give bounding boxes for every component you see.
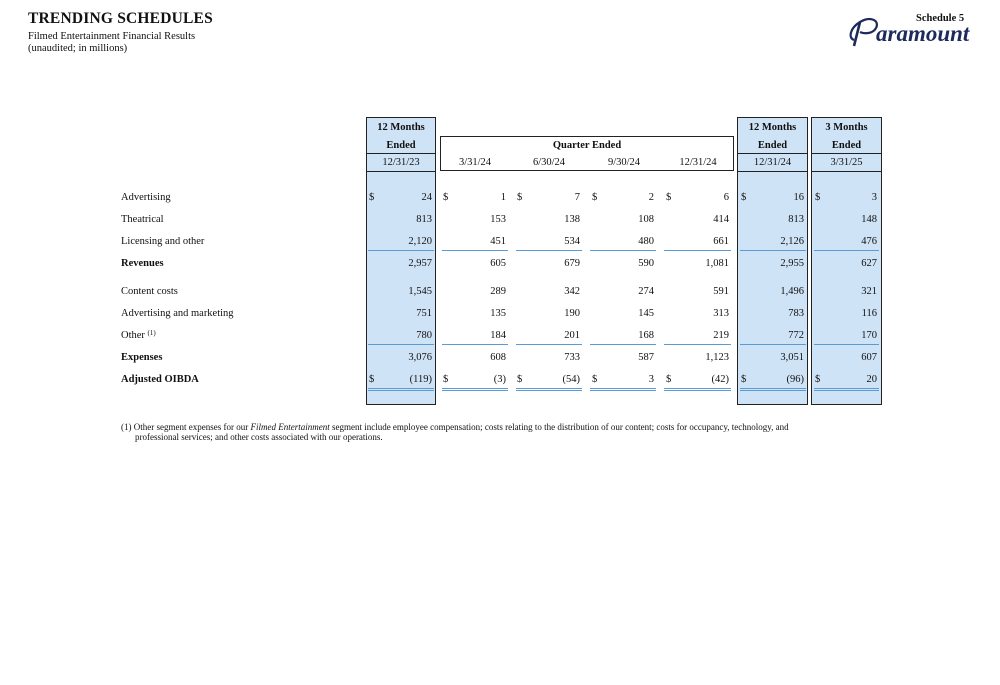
column-header-6: 12/31/24 [753, 157, 792, 168]
table-cell: 2,957 [408, 258, 432, 269]
table-cell: 148 [861, 214, 877, 225]
table-cell: 590 [638, 258, 654, 269]
table-cell: 170 [861, 330, 877, 341]
table-cell: 587 [638, 352, 654, 363]
cell-underline [516, 344, 582, 345]
cell-underline [368, 388, 434, 389]
table-cell: 534 [564, 236, 580, 247]
group-header-12m-2024-line1: 12 Months [748, 122, 797, 133]
group-header-3m-line2: Ended [831, 140, 862, 151]
header-bottom-1 [366, 171, 436, 172]
table-cell: 201 [564, 330, 580, 341]
table-cell: 679 [564, 258, 580, 269]
group-header-quarter: Quarter Ended [552, 140, 622, 151]
cell-underline [814, 344, 879, 345]
table-cell: 733 [564, 352, 580, 363]
table-cell: 219 [713, 330, 729, 341]
currency-symbol: $ [666, 374, 672, 385]
currency-symbol: $ [443, 374, 449, 385]
column-header-1: 12/31/23 [382, 157, 420, 168]
table-cell: 813 [416, 214, 432, 225]
table-cell: 607 [861, 352, 877, 363]
cell-underline [442, 344, 508, 345]
cell-underline [516, 390, 582, 391]
table-cell: 661 [713, 236, 729, 247]
footnote-text-line2: professional services; and other costs associated with our operations. [135, 432, 383, 442]
table-cell: 24 [421, 192, 432, 203]
table-cell: 813 [788, 214, 804, 225]
footnote [121, 422, 871, 442]
footnote-italic-segment: Filmed Entertainment [250, 422, 330, 432]
table-cell: 3,076 [408, 352, 432, 363]
cell-underline [664, 250, 731, 251]
group-header-12m-2024-line2: Ended [757, 140, 788, 151]
table-cell: 3,051 [780, 352, 804, 363]
row-label: Adjusted OIBDA [121, 374, 199, 385]
table-cell: 1,081 [705, 258, 729, 269]
row-label: Theatrical [121, 214, 164, 225]
column-header-2: 3/31/24 [458, 157, 492, 168]
table-cell: 783 [788, 308, 804, 319]
table-cell: (54) [562, 374, 580, 385]
table-cell: 135 [490, 308, 506, 319]
table-cell: 108 [638, 214, 654, 225]
table-cell: 145 [638, 308, 654, 319]
header-bottom-3 [811, 171, 882, 172]
table-cell: 451 [490, 236, 506, 247]
page-subtitle-units: (unaudited; in millions) [28, 43, 128, 54]
table-cell: 342 [564, 286, 580, 297]
currency-symbol: $ [666, 192, 672, 203]
row-label: Licensing and other [121, 236, 205, 247]
cell-underline [664, 344, 731, 345]
footnote-text: (1) Other segment expenses for our [121, 422, 251, 432]
currency-symbol: $ [592, 374, 598, 385]
table-cell: 751 [416, 308, 432, 319]
table-cell: 2,126 [780, 236, 804, 247]
cell-underline [740, 390, 806, 391]
page-subtitle: Filmed Entertainment Financial Results [28, 31, 196, 42]
header-bottom-2 [737, 171, 808, 172]
cell-underline [442, 390, 508, 391]
row-label: Content costs [121, 286, 178, 297]
cell-underline [814, 250, 879, 251]
table-cell: (3) [493, 374, 506, 385]
page-title: TRENDING SCHEDULES [28, 10, 213, 27]
group-header-12m-2023-line1: 12 Months [377, 122, 425, 133]
row-label: Revenues [121, 258, 164, 269]
table-cell: (119) [409, 374, 432, 385]
footnote-ref: (1) [147, 329, 156, 337]
currency-symbol: $ [369, 374, 375, 385]
table-cell: 20 [866, 374, 877, 385]
table-cell: 2,955 [780, 258, 804, 269]
table-cell: 3 [871, 192, 877, 203]
currency-symbol: $ [741, 374, 747, 385]
cell-underline [516, 250, 582, 251]
table-cell: 153 [490, 214, 506, 225]
header-divider-3 [811, 153, 882, 154]
column-header-7: 3/31/25 [830, 157, 863, 168]
footnote-text-cont: segment include employee compensation; costs relating to the distribution of our content; costs for occupancy, technology, and [329, 422, 789, 432]
table-cell: 2,120 [408, 236, 432, 247]
table-cell: 313 [713, 308, 729, 319]
table-cell: 1,545 [408, 286, 432, 297]
table-cell: 627 [861, 258, 877, 269]
cell-underline [590, 388, 656, 389]
table-cell: 184 [490, 330, 506, 341]
currency-symbol: $ [517, 374, 523, 385]
cell-underline [442, 388, 508, 389]
table-cell: 116 [861, 308, 877, 319]
table-cell: (96) [786, 374, 804, 385]
table-cell: (42) [711, 374, 729, 385]
table-cell: 2 [648, 192, 654, 203]
cell-underline [740, 250, 806, 251]
row-label: Advertising [121, 192, 171, 203]
cell-underline [740, 344, 806, 345]
schedule-label: Schedule 5 [916, 13, 965, 24]
table-cell: 772 [788, 330, 804, 341]
table-cell: 138 [564, 214, 580, 225]
row-label: Expenses [121, 352, 163, 363]
column-header-5: 12/31/24 [679, 157, 717, 168]
cell-underline [664, 390, 731, 391]
column-header-3: 6/30/24 [532, 157, 566, 168]
cell-underline [740, 388, 806, 389]
table-cell: 605 [490, 258, 506, 269]
cell-underline [814, 388, 879, 389]
table-cell: 190 [564, 308, 580, 319]
table-cell: 6 [723, 192, 729, 203]
table-cell: 16 [793, 192, 804, 203]
currency-symbol: $ [815, 192, 821, 203]
table-cell: 168 [638, 330, 654, 341]
currency-symbol: $ [741, 192, 747, 203]
table-cell: 780 [416, 330, 432, 341]
table-cell: 591 [713, 286, 729, 297]
header-divider-1 [366, 153, 436, 154]
table-cell: 274 [638, 286, 654, 297]
svg-text:aramount: aramount [876, 21, 970, 46]
table-cell: 476 [861, 236, 877, 247]
cell-underline [368, 250, 434, 251]
row-label: Other $^{(1)}$ [121, 329, 156, 341]
table-cell: 1,496 [780, 286, 804, 297]
row-label: Advertising and marketing [121, 308, 234, 319]
cell-underline [590, 390, 656, 391]
table-cell: 3 [648, 374, 654, 385]
cell-underline [814, 390, 879, 391]
currency-symbol: $ [815, 374, 821, 385]
table-cell: 1 [500, 192, 506, 203]
table-cell: 608 [490, 352, 506, 363]
table-cell: 414 [713, 214, 729, 225]
currency-symbol: $ [369, 192, 375, 203]
cell-underline [442, 250, 508, 251]
header-divider-2 [737, 153, 808, 154]
table-cell: 289 [490, 286, 506, 297]
table-cell: 321 [861, 286, 877, 297]
column-header-4: 9/30/24 [607, 157, 641, 168]
currency-symbol: $ [592, 192, 598, 203]
cell-underline [368, 344, 434, 345]
cell-underline [590, 344, 656, 345]
cell-underline [516, 388, 582, 389]
group-header-12m-2023-line2: Ended [386, 140, 416, 151]
table-cell: 480 [638, 236, 654, 247]
group-header-3m-line1: 3 Months [825, 122, 868, 133]
cell-underline [590, 250, 656, 251]
cell-underline [664, 388, 731, 389]
table-cell: 7 [574, 192, 580, 203]
currency-symbol: $ [517, 192, 523, 203]
currency-symbol: $ [443, 192, 449, 203]
table-cell: 1,123 [705, 352, 729, 363]
cell-underline [368, 390, 434, 391]
